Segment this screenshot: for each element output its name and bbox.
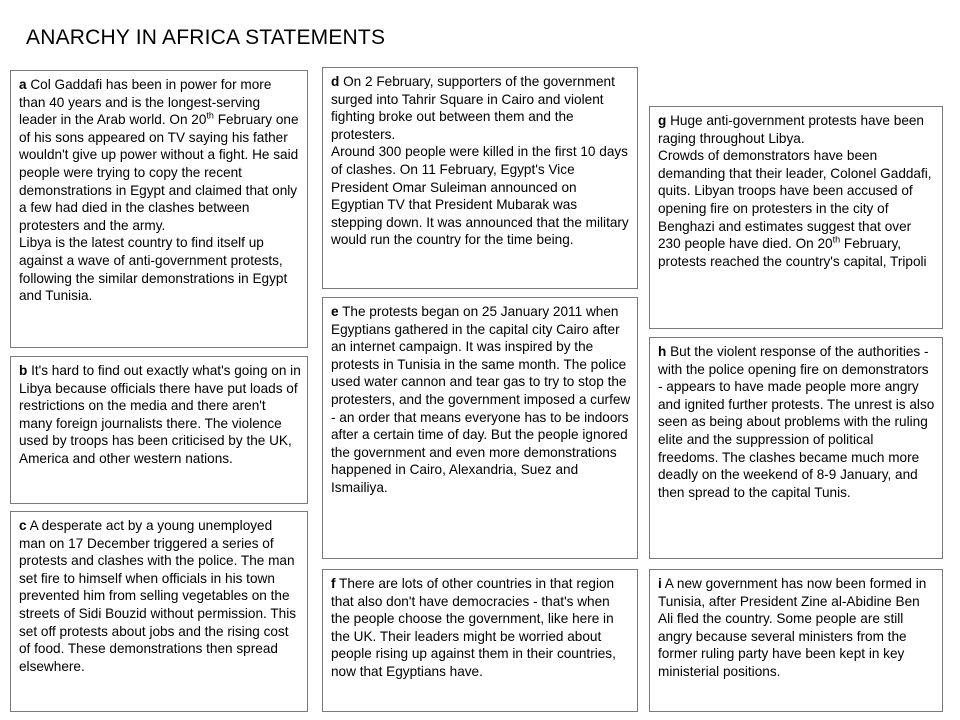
statement-letter: b — [19, 363, 28, 378]
statement-card-h — [649, 337, 943, 559]
statement-text: Huge anti-government protests have been raging throughout Libya. — [658, 113, 924, 146]
statement-text: There are lots of other countries in that region that also don't have democracies - that's when the people choose the government, like here in the UK. Their leaders might be worried about people rising up against them in their countries, now that Egyptians have. — [331, 576, 616, 679]
statement-letter: e — [331, 304, 339, 319]
statement-card-c — [10, 511, 308, 712]
statement-card-g — [649, 106, 943, 329]
statement-letter: f — [331, 576, 336, 591]
statement-text: February one of his sons appeared on TV saying his father wouldn't give up power without a fight. He said people were trying to copy the recent demonstrations in Egypt and claimed that only a few had died in the clashes between protesters and the army. — [19, 112, 299, 233]
statement-text: But the violent response of the authorities - with the police opening fire on demonstrators - appears to have made people more angry and ignited further protests. The unrest is also seen as being about problems with the ruling elite and the suppression of political freedoms. The clashes became much more deadly on the weekend of 8-9 January, and then spread to the capital Tunis. — [658, 344, 935, 500]
statement-text: It's hard to find out exactly what's going on in Libya because officials there have put loads of restrictions on the media and there aren't many foreign journalists there. The violence used by troops has been criticised by the UK, America and other western nations. — [19, 363, 301, 466]
statement-text: The protests began on 25 January 2011 when Egyptians gathered in the capital city Cairo after an internet campaign. It was inspired by the protests in Tunisia in the same month. The police used water cannon and tear gas to try to stop the protesters, and the government imposed a curfew - an order that means everyone has to be indoors after a certain time of day. But the people ignored the government and even more demonstrations happened in Cairo, Alexandria, Suez and Ismailiya. — [331, 304, 631, 495]
superscript: th — [206, 110, 214, 121]
statement-text: On 2 February, supporters of the government surged into Tahrir Square in Cairo and violent fighting broke out between them and the protesters. — [331, 74, 615, 142]
statement-letter: h — [658, 344, 667, 359]
statement-letter: a — [19, 77, 27, 92]
statement-text: Libya is the latest country to find itself up against a wave of anti-government protests, following the similar demonstrations in Egypt and Tunisia. — [19, 235, 288, 304]
statement-card-a — [10, 70, 308, 348]
statement-text: Around 300 people were killed in the first 10 days of clashes. On 11 February, Egypt's Vice President Omar Suleiman announced on Egyptian TV that President Mubarak was stepping down. It was announced that the military would run the country for the time being. — [331, 144, 629, 248]
statement-card-d — [322, 67, 638, 289]
statement-text: A new government has now been formed in Tunisia, after President Zine al-Abidine Ben Ali fled the country. Some people are still angry because several ministers from the former ruling party have been kept in key ministerial positions. — [658, 576, 927, 679]
statement-letter: c — [19, 518, 27, 533]
statement-text: Crowds of demonstrators have been demanding that their leader, Colonel Gaddafi, quits. Libyan troops have been accused of opening fire on protesters in the city of Benghazi and estimates suggest that over 230 people have died. On 20 — [658, 148, 932, 252]
statement-letter: g — [658, 113, 667, 128]
statement-text: A desperate act by a young unemployed man on 17 December triggered a series of protests and clashes with the police. The man set fire to himself when officials in his town prevented him from selling vegetables on the streets of Sidi Bouzid without permission. This set off protests about jobs and the rising cost of food. These demonstrations then spread elsewhere. — [19, 518, 297, 674]
statement-card-b — [10, 356, 308, 504]
page-title: ANARCHY IN AFRICA STATEMENTS — [26, 26, 386, 49]
statement-card-e — [322, 297, 638, 559]
statement-card-i — [649, 569, 943, 712]
superscript: th — [832, 234, 841, 245]
statement-text: Col Gaddafi has been in power for more than 40 years and is the longest-serving leader in the Arab world. On 20 — [19, 77, 272, 128]
statement-card-f — [322, 569, 638, 712]
statement-letter: d — [331, 74, 340, 89]
statement-letter: i — [658, 576, 662, 591]
statement-text: February, protests reached the country's capital, Tripoli — [658, 236, 927, 269]
